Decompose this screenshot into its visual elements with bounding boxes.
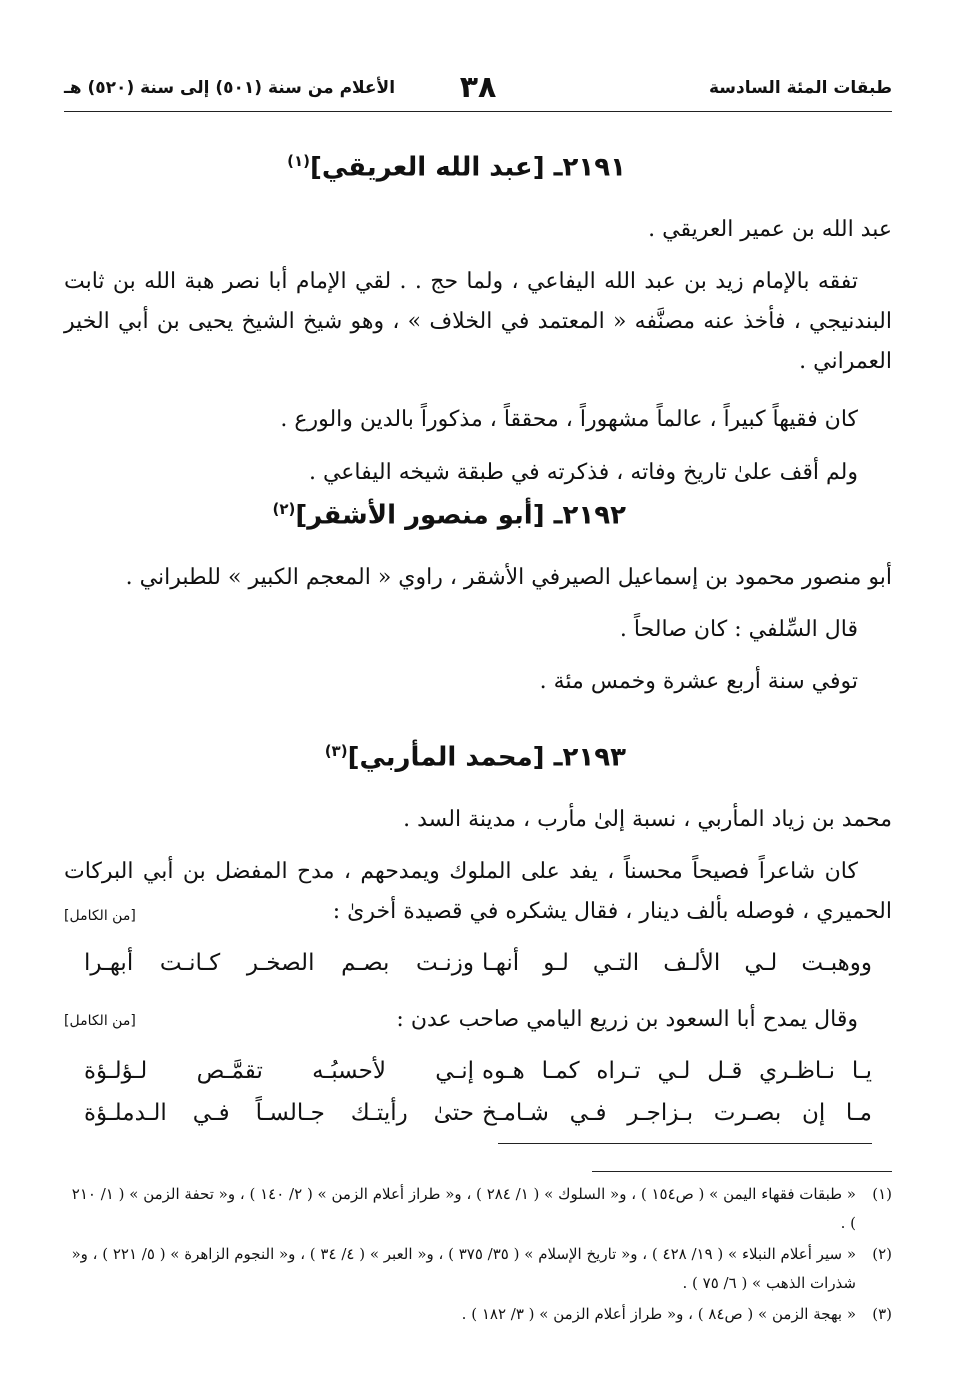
footnote-number: (٣) bbox=[872, 1305, 892, 1323]
verse-first-hemistich: يـا نـاظـري قـل لـي تـراه كمـا هـوه bbox=[482, 1058, 872, 1084]
verse-line bbox=[64, 1058, 892, 1098]
entry-title-2193 bbox=[0, 742, 626, 773]
verse-rule bbox=[498, 1143, 872, 1144]
header-period: الأعلام من سنة (٥٠١) إلى سنة (٥٢٠) هـ bbox=[64, 78, 396, 98]
running-header bbox=[64, 70, 892, 110]
footnote bbox=[64, 1300, 892, 1329]
meter-label: [من الكامل] bbox=[64, 908, 136, 924]
verse-second-hemistich: وزنـت بصـم الصخـر كـانـت أبهـرا bbox=[84, 950, 474, 976]
paragraph: توفي سنة أربع عشرة وخمس مئة . bbox=[539, 669, 858, 694]
footnote-ref: (٣) bbox=[324, 742, 348, 760]
footnote bbox=[64, 1180, 892, 1238]
paragraph: تفقه بالإمام زيد بن عبد الله اليفاعي ، ولما حج . . لقي الإمام أبا نصر هبة الله بن ثابت البندنيجي ، فأخذ عنه مصنَّفه « المعتمد في الخلاف » ، وهو شيخ الشيخ يحيى بن أبي الخير العمراني . bbox=[64, 269, 892, 374]
footnote-ref: (٢) bbox=[272, 500, 296, 518]
verse-second-hemistich: حتىٰ رأيتـك جـالسـاً فـي الـدملـؤة bbox=[84, 1100, 474, 1126]
paragraph: أبو منصور محمود بن إسماعيل الصيرفي الأشقر ، راوي « المعجم الكبير » للطبراني . bbox=[125, 565, 892, 590]
verse-first-hemistich: ووهبـت لـي الألـف التـي لـو أنهـا bbox=[482, 950, 872, 976]
paragraph: محمد بن زياد المأربي ، نسبة إلىٰ مأرب ، مدينة السد . bbox=[403, 807, 892, 832]
footnote-ref: (١) bbox=[287, 152, 310, 170]
meter-label: [من الكامل] bbox=[64, 1013, 136, 1029]
page-number: ٣٨ bbox=[459, 70, 497, 105]
footnote-text: « سير أعلام النبلاء » ( ١٩/ ٤٢٨ ) ، و« تاريخ الإسلام » ( ٣٥/ ٣٧٥ ) ، و« العبر » ( ٤/ ٣٤ ) ، و« النجوم الزاهرة » ( ٥/ ٢٢١ ) ، و« شذرات الذهب » ( ٦/ ٧٥ ) . bbox=[71, 1245, 856, 1292]
entry-title-text: ٢١٩١ـ [عبد الله العريقي] bbox=[309, 152, 626, 183]
paragraph: كان شاعراً فصيحاً محسناً ، يفد على الملوك ويمدحهم ، مدح المفضل بن أبي البركات الحميري ، فوصله بألف دينار ، فقال يشكره في قصيدة أخرىٰ : bbox=[64, 859, 892, 924]
paragraph: ولم أقف علىٰ تاريخ وفاته ، فذكرته في طبقة شيخه اليفاعي . bbox=[308, 460, 858, 485]
header-section-title: طبقات المئة السادسة bbox=[709, 78, 892, 98]
header-rule bbox=[64, 111, 892, 112]
paragraph: كان فقيهاً كبيراً ، عالماً مشهوراً ، محققاً ، مذكوراً بالدين والورع . bbox=[280, 407, 858, 432]
footnote-text: « طبقات فقهاء اليمن » ( ص١٥٤ ) ، و« السلوك » ( ١/ ٢٨٤ ) ، و« طراز أعلام الزمن » ( ٢/ ١٤٠ ) ، و« تحفة الزمن » ( ١/ ٢١٠ ) . bbox=[71, 1185, 856, 1232]
entry-title-2191 bbox=[0, 152, 626, 183]
paragraph: قال السِّلفي : كان صالحاً . bbox=[619, 617, 858, 642]
footnote-number: (٢) bbox=[872, 1245, 892, 1263]
verse-second-hemistich: إنـي لأحسبُـه تقمَّـص لـؤلـؤة bbox=[84, 1058, 474, 1084]
verse-line bbox=[64, 1100, 892, 1140]
footnote-number: (١) bbox=[872, 1185, 892, 1203]
entry-title-2192 bbox=[0, 500, 626, 531]
footnote-rule bbox=[592, 1171, 892, 1172]
entry-title-text: ٢١٩٢ـ [أبو منصور الأشقر] bbox=[295, 500, 626, 531]
verse-first-hemistich: مـا إن بصـرت بـزاجـر فـي شـامـخ bbox=[482, 1100, 872, 1126]
verse-line bbox=[64, 950, 892, 990]
footnote-text: « بهجة الزمن » ( ص٨٤ ) ، و« طراز أعلام الزمن » ( ٣/ ١٨٢ ) . bbox=[461, 1305, 856, 1323]
footnote bbox=[64, 1240, 892, 1298]
paragraph: وقال يمدح أبا السعود بن زريع اليامي صاحب عدن : bbox=[396, 1007, 858, 1032]
paragraph: عبد الله بن عمير العريقي . bbox=[648, 217, 892, 242]
entry-title-text: ٢١٩٣ـ [محمد المأربي] bbox=[347, 742, 626, 773]
